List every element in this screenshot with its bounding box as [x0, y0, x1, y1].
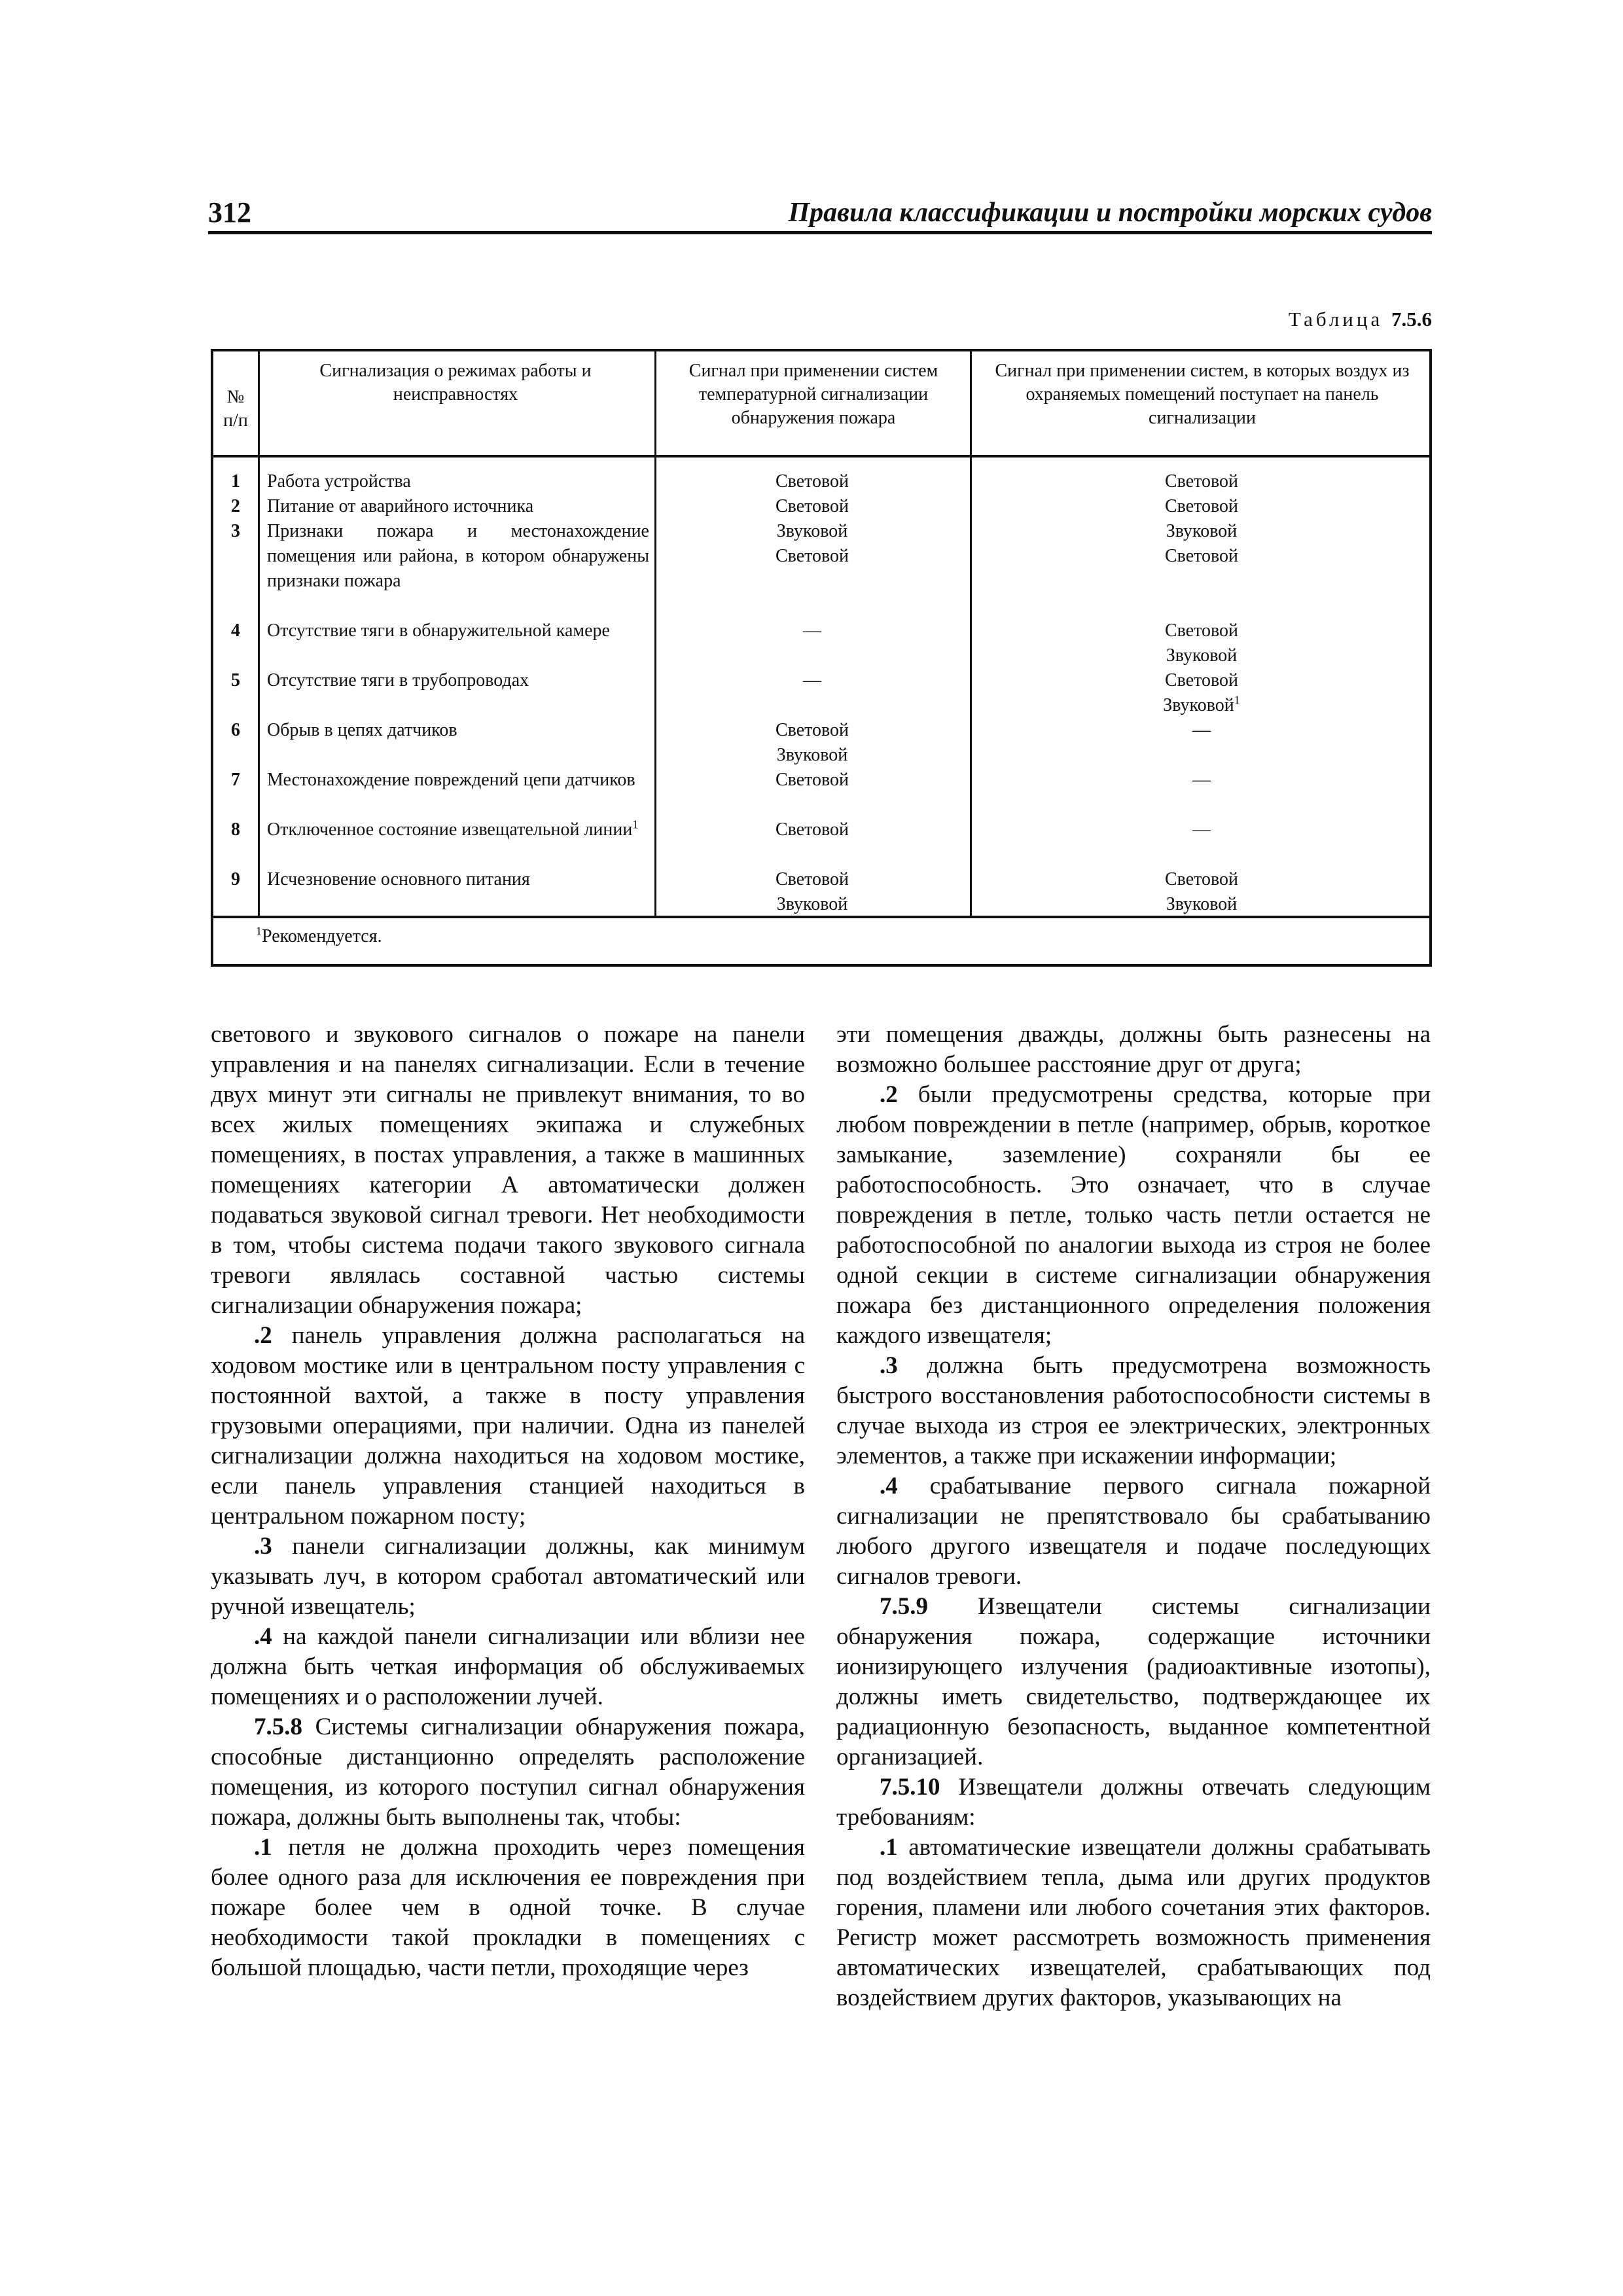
paragraph	[211, 1532, 805, 1622]
row-signal-air: —	[1192, 720, 1211, 740]
item-text: Системы сигнализации обнаружения пожара, способные дистанционно определять расположение помещения, из которого поступил сигнал обнаружения пожара, должны быть выполнены так, чтобы:	[211, 1713, 805, 1831]
row-condition: Местонахождение повреждений цепи датчиков	[267, 770, 635, 790]
row-condition: Отключенное состояние извещательной линии$^1$	[267, 817, 639, 840]
paragraph: светового и звукового сигналов о пожаре на панели управления и на панелях сигнализации. Если в течение двух минут эти сигналы не привлекут внимания, то во всех жилых помещениях экипажа и служебных помещениях, в постах управления, а также в машинных помещениях категории А автоматически должен подаваться звуковой сигнал тревоги. Нет необходимости в том, чтобы система подачи такого звукового сигнала тревоги являлась составной частью системы сигнализации обнаружения пожара;	[211, 1021, 805, 1319]
row-signal-temp: Звуковой Световой	[775, 521, 849, 566]
row-number: 7	[231, 770, 240, 790]
item-label: 7.5.9	[880, 1593, 928, 1620]
item-text: панель управления должна располагаться на ходовом мостике или в центральном посту управления с постоянной вахтой, а также в посту управления грузовыми операциями, при наличии. Одна из панелей сигнализации должна находиться на ходовом мостике, если панель управления станцией находиться в центральном пожарном посту;	[211, 1322, 805, 1530]
row-condition: Работа устройства	[267, 471, 411, 492]
item-label: .4	[254, 1623, 272, 1650]
row-signal-air: Световой	[1164, 496, 1239, 516]
item-text: срабатывание первого сигнала пожарной сигнализации не препятствовало бы срабатыванию любого другого извещателя и подаче последующих сигналов тревоги.	[836, 1473, 1431, 1590]
item-text: автоматические извещатели должны срабатывать под воздействием тепла, дыма или других продуктов горения, пламени или любого сочетания этих факторов. Регистр может рассмотреть возможность применения автоматических извещателей, срабатывающих под воздействием других факторов, указывающих на	[836, 1834, 1431, 2011]
paragraph: эти помещения дважды, должны быть разнесены на возможно большее расстояние друг от друга;	[836, 1021, 1431, 1078]
table-divider	[654, 351, 656, 918]
row-signal-air: Световой Звуковой	[1164, 869, 1239, 914]
paragraph	[836, 1471, 1431, 1592]
item-text: были предусмотрены средства, которые при любом повреждении в петле (например, обрыв, короткое замыкание, заземление) сохраняли бы ее работоспособность. Это означает, что в случае повреждения в петле, только часть петли остается не работоспособной по аналогии выхода из строя не более одной секции в системе сигнализации обнаружения пожара без дистанционного определения положения каждого извещателя;	[836, 1081, 1431, 1349]
footnote-text: Рекомендуется.	[262, 926, 382, 946]
item-text: панели сигнализации должны, как минимум указывать луч, в котором сработал автоматический или ручной извещатель;	[211, 1533, 805, 1620]
header-number-line1: №	[226, 387, 245, 407]
row-number: 5	[231, 670, 240, 691]
item-label: .2	[254, 1322, 272, 1349]
row-signal-air: —	[1192, 819, 1211, 840]
item-label: 7.5.8	[254, 1713, 302, 1740]
row-signal-temp: Световой	[775, 819, 849, 840]
row-number: 9	[231, 869, 240, 889]
item-text: Извещатели должны отвечать следующим требованиям:	[836, 1774, 1431, 1831]
row-condition: Отсутствие тяги в обнаружительной камере	[267, 620, 610, 641]
item-label: .3	[254, 1533, 272, 1560]
paragraph	[211, 1321, 805, 1532]
item-label: 7.5.10	[880, 1774, 940, 1801]
header-number	[213, 386, 258, 433]
paragraph	[836, 1833, 1431, 2013]
item-label: .2	[880, 1081, 898, 1108]
paragraph	[211, 1712, 805, 1833]
signal-table	[211, 349, 1432, 967]
footnote-ref: 1	[1234, 693, 1240, 707]
item-text: петля не должна проходить через помещения более одного раза для исключения ее повреждения при пожаре более чем в одной точке. В случае необходимости такой прокладки в помещениях с большой площадью, части петли, проходящие через	[211, 1834, 805, 1981]
table-caption	[1289, 308, 1432, 331]
text-column-right	[836, 1020, 1431, 2013]
row-signal-temp: Световой	[775, 471, 849, 492]
row-signal-air: Звуковой Световой	[1164, 521, 1239, 566]
item-label: .3	[880, 1352, 898, 1379]
table-caption-number: 7.5.6	[1391, 308, 1432, 331]
paragraph	[836, 1080, 1431, 1351]
row-condition: Обрыв в цепях датчиков	[267, 720, 457, 740]
row-condition: Отсутствие тяги в трубопроводах	[267, 670, 529, 691]
table-divider	[258, 351, 260, 918]
row-number: 3	[231, 521, 240, 541]
row-condition: Признаки пожара и местонахождение помещения или района, в котором обнаружены признаки пожара	[267, 521, 649, 591]
header-condition: Сигнализация о режимах работы и неисправностях	[319, 361, 592, 404]
paragraph	[836, 1592, 1431, 1772]
item-text: на каждой панели сигнализации или вблизи нее должна быть четкая информация об обслуживаемых помещениях и о расположении лучей.	[211, 1623, 805, 1710]
row-signal-air: Световой Звуковой	[1164, 620, 1239, 666]
header-temp-system: Сигнал при применении систем температурной сигнализации обнаружения пожара	[688, 361, 938, 428]
item-text: Извещатели системы сигнализации обнаружения пожара, содержащие источники ионизирующего излучения (радиоактивные изотопы), должны иметь свидетельство, подтверждающее их радиационную безопасность, выданное компетентной организацией.	[836, 1593, 1431, 1770]
page-number: 312	[208, 196, 251, 228]
table-header-rule	[213, 455, 1429, 457]
running-title: Правила классификации и постройки морских судов	[788, 198, 1432, 228]
item-label: .1	[880, 1834, 898, 1861]
row-condition: Питание от аварийного источника	[267, 496, 534, 516]
page-header	[208, 195, 1432, 234]
row-condition: Исчезновение основного питания	[267, 869, 530, 889]
row-number: 8	[231, 819, 240, 840]
footnote-mark: 1	[256, 924, 262, 938]
paragraph	[836, 1772, 1431, 1833]
row-number: 4	[231, 620, 240, 641]
header-number-line2: п/п	[223, 410, 248, 431]
row-signal-air: Световой Звуковой$^1$	[1163, 670, 1240, 715]
text-column-left	[211, 1020, 805, 1983]
row-signal-temp: Световой Звуковой	[775, 720, 849, 765]
item-label: .1	[254, 1834, 272, 1861]
item-label: .4	[880, 1473, 898, 1499]
table-footnote	[256, 925, 382, 948]
row-signal-temp: —	[803, 620, 821, 641]
item-text: должна быть предусмотрена возможность быстрого восстановления работоспособности системы в случае выхода из строя ее электрических, электронных элементов, а также при искажении информации;	[836, 1352, 1431, 1469]
row-signal-air: —	[1192, 770, 1211, 790]
paragraph	[836, 1351, 1431, 1471]
header-air-system: Сигнал при применении систем, в которых воздух из охраняемых помещений поступает на панель сигнализации	[995, 361, 1410, 428]
row-number: 1	[231, 471, 240, 492]
footnote-ref: 1	[632, 817, 639, 831]
row-signal-temp: Световой	[775, 770, 849, 790]
row-number: 6	[231, 720, 240, 740]
table-divider	[970, 351, 972, 918]
paragraph	[211, 1833, 805, 1983]
row-signal-temp: Световой Звуковой	[775, 869, 849, 914]
paragraph	[211, 1622, 805, 1712]
row-signal-air: Световой	[1164, 471, 1239, 492]
row-signal-temp: —	[803, 670, 821, 691]
row-number: 2	[231, 496, 240, 516]
row-signal-temp: Световой	[775, 496, 849, 516]
table-caption-word: Таблица	[1288, 308, 1383, 331]
